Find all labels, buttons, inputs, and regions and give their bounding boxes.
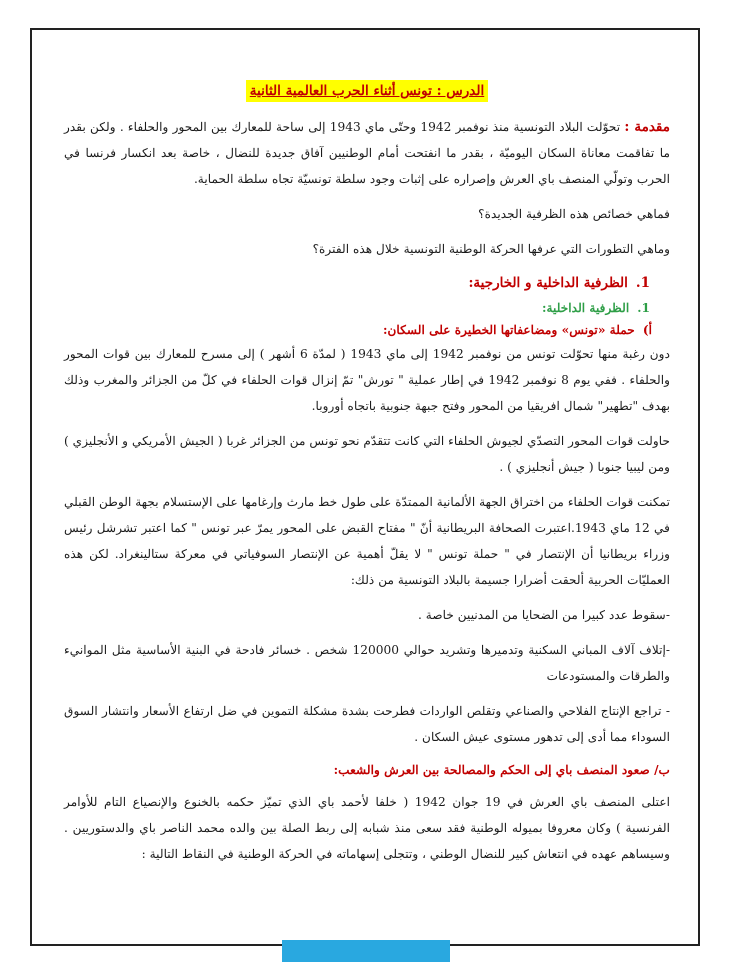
section-1-heading <box>64 271 650 295</box>
paragraph-a-2: حاولت قوات المحور التصدّي لجيوش الحلفاء التي كانت تتقدّم نحو تونس من الجزائر غربا ( الجيش الأمريكي و الأنجليزي ) ومن ليبيا جنوبا ( جيش أنجليزي ) . <box>64 434 670 474</box>
paragraph-b: اعتلى المنصف باي العرش في 19 جوان 1942 ( خلفا لأحمد باي الذي تميّز حكمه بالخنوع والإنصياع التام للأوامر الفرنسية ) وكان معروفا بميوله الوطنية فقد سعى منذ شبابه إلى ربط الصلة بين والده محمد الناصر باي والدستوريين . وسيساهم عهده في انتعاش كبير للنضال الوطني ، وتتجلى إسهاماته في الحركة الوطنية في النقاط التالية : <box>64 795 670 861</box>
bottom-bar <box>282 940 450 962</box>
point-b-heading: ب/ صعود المنصف باي إلى الحكم والمصالحة بين العرش والشعب: <box>333 763 670 777</box>
paragraph-a-1: دون رغبة منها تحوّلت تونس من نوفمبر 1942 إلى ماي 1943 ( لمدّة 6 أشهر ) إلى مسرح للمعارك بين قوات المحور والحلفاء . ففي يوم 8 نوفمبر 1942 في إطار عملية " تورش" تمّ إنزال قوات الحلفاء في كلّ من الجزائر والمغرب وذلك بهدف "تطهير" شمال افريقيا من المحور وفتح جبهة جنوبية باتجاه أوروبا. <box>64 347 671 413</box>
intro-text: تحوّلت البلاد التونسية منذ نوفمبر 1942 وحتّى ماي 1943 إلى ساحة للمعارك بين المحور والحلفاء . ولكن بقدر ما تفاقمت معاناة السكان اليوميّة ، بقدر ما انفتحت أمام الوطنيين آفاق جديدة للنضال ، خاصة بعد انكسار فرنسا في الحرب وتولّي المنصف باي العرش وإصراره على إثبات وجود سلطة تونسيّة تجاه سلطة الحماية. <box>64 120 670 186</box>
lesson-title: الدرس : تونس أثناء الحرب العالمية الثانية <box>246 80 488 102</box>
intro-paragraph <box>64 114 670 192</box>
point-a-heading <box>64 319 652 341</box>
paragraph-a-5: -إتلاف آلاف المباني السكنية وتدميرها وتشريد حوالي 120000 شخص . خسائر فادحة في البنية الأساسية مثل الموانيء والطرقات والمستودعات <box>64 643 670 683</box>
subsection-1-title: الظرفية الداخلية: <box>542 301 630 315</box>
intro-label: مقدمة : <box>624 119 670 135</box>
title-wrap <box>64 78 670 104</box>
paragraph-a-6: - تراجع الإنتاج الفلاحي والصناعي وتقلص الواردات فطرحت بشدة مشكلة التموين في ضل ارتفاع الأسعار وانتشار السوق السوداء مما أدى إلى تدهور مستوى عيش السكان . <box>64 704 670 744</box>
document-body <box>64 78 670 876</box>
question-2: وماهي التطورات التي عرفها الحركة الوطنية التونسية خلال هذه الفترة؟ <box>312 242 670 256</box>
section-1-number: 1. <box>635 275 650 291</box>
paragraph-a-3: تمكنت قوات الحلفاء من اختراق الجهة الألمانية الممتدّة على طول خط مارث وإرغامها على الإستسلام بجهة الوطن القبلي في 12 ماي 1943.اعتبرت الصحافة البريطانية أنّ " مفتاح القبض على المحور يمرّ عبر تونس " كما اعتبر تشرشل رئيس وزراء بريطانيا أن الإنتصار في " حملة تونس " لا يقلّ أهمية عن الإنتصار السوفياتي في معركة ستالينغراد. لكن هذه العمليّات الحربية ألحقت أضرارا جسيمة بالبلاد التونسية من ذلك: <box>64 495 671 587</box>
subsection-1-heading <box>64 297 650 319</box>
section-1-title: الظرفية الداخلية و الخارجية: <box>468 275 628 291</box>
question-1: فماهي خصائص هذه الظرفية الجديدة؟ <box>478 207 670 221</box>
paragraph-a-4: -سقوط عدد كبيرا من الضحايا من المدنيين خاصة . <box>418 608 670 622</box>
subsection-1-number: 1. <box>637 301 650 315</box>
point-a-marker: أ) <box>642 323 652 337</box>
point-a-title: حملة «تونس» ومضاعفاتها الخطيرة على السكان: <box>382 323 635 337</box>
